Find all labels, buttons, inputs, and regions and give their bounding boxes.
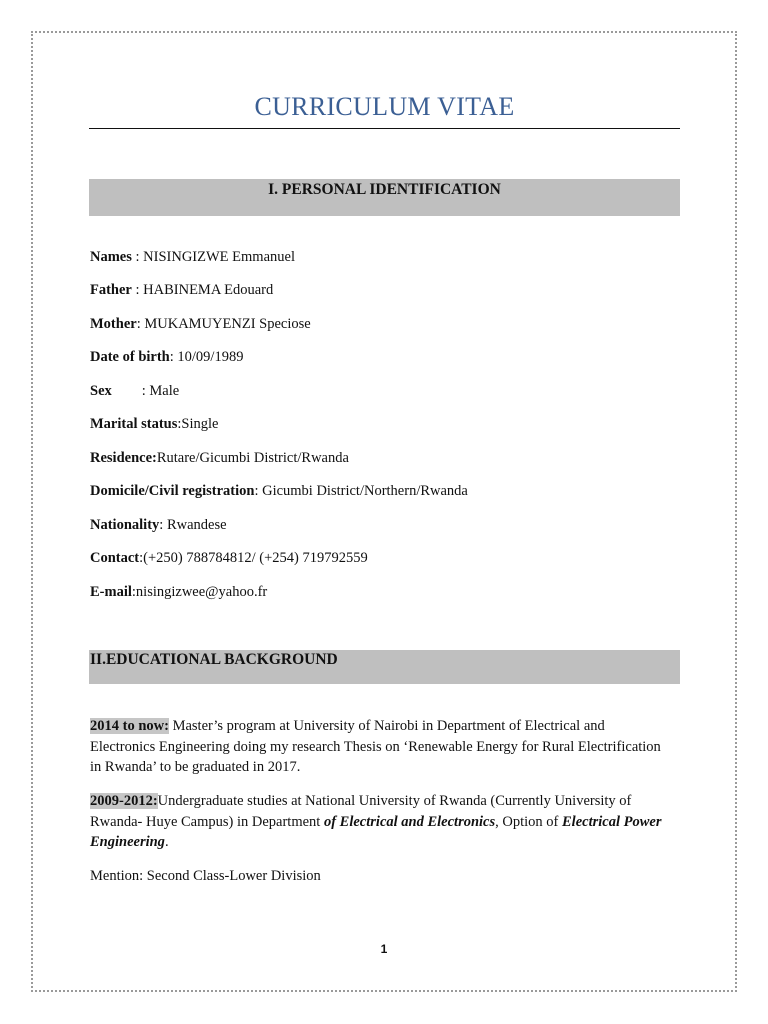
education-connector: , Option of [495,813,562,830]
field-value: Single [181,416,219,432]
education-period-end: . [164,834,169,850]
field-value: HABINEMA Edouard [143,282,274,298]
field-value: Rutare/Gicumbi District/Rwanda [156,450,349,466]
field-separator: : [139,550,144,566]
section-2-heading: II.EDUCATIONAL BACKGROUND [90,651,338,668]
education-mention: Mention: Second Class-Lower Division [90,868,321,884]
field-father [90,281,273,299]
field-label: Contact [90,550,140,566]
field-label: Nationality [90,517,160,533]
field-separator: : [141,383,150,399]
field-separator: : [169,349,178,365]
education-entry-masters [90,716,665,778]
education-period: 2009-2012: [90,793,158,809]
field-names [90,248,295,266]
field-label: Father [90,282,132,298]
field-value: Male [149,383,180,399]
field-email [90,583,267,601]
page-number: 1 [380,942,388,956]
field-label: Residence: [90,450,157,466]
education-period: 2014 to now: [90,718,169,734]
field-label: Date of birth [90,349,170,365]
document-title: CURRICULUM VITAE [254,92,515,121]
education-department: of Electrical and Electronics [323,813,496,830]
field-value: nisingizwee@yahoo.fr [135,584,268,600]
field-sex [90,382,179,400]
field-nationality [90,516,227,534]
field-value: (+250) 788784812/ (+254) 719792559 [143,550,368,566]
field-contact [90,549,368,567]
field-label: Mother [90,316,137,332]
field-value: MUKAMUYENZI Speciose [144,316,311,332]
education-description: Undergraduate studies at National University of Rwanda (Currently University of Rwanda- Huye Campus) in Department [90,793,632,830]
field-separator: : [131,584,136,600]
title-underline [89,128,680,129]
field-label: Sex [90,383,112,399]
education-option: Electrical Power Engineering [90,813,662,850]
field-label: Domicile/Civil registration [90,483,255,499]
education-entry-undergraduate [90,791,665,853]
field-value: NISINGIZWE Emmanuel [143,249,295,265]
field-domicile [90,482,468,500]
field-separator: : [131,249,144,265]
field-separator: : [177,416,182,432]
field-label: E-mail [90,584,132,600]
field-date-of-birth [90,348,243,366]
field-label: Names [90,249,132,265]
field-marital-status [90,415,218,433]
section-1-heading: I. PERSONAL IDENTIFICATION [268,181,501,198]
field-value: Gicumbi District/Northern/Rwanda [262,483,468,499]
field-residence [90,449,349,467]
field-value: Rwandese [166,517,227,533]
field-separator: : [159,517,167,533]
field-separator: : [136,316,145,332]
field-value: 10/09/1989 [177,349,244,365]
field-separator: : [254,483,263,499]
field-label: Marital status [90,416,178,432]
field-mother [90,315,311,333]
field-separator: : [131,282,144,298]
education-description: Master’s program at University of Nairobi in Department of Electrical and Electronics Engineering doing my research Thesis on ‘Renewable Energy for Rural Electrification in Rwanda’ to be graduated in 2017. [90,718,661,775]
